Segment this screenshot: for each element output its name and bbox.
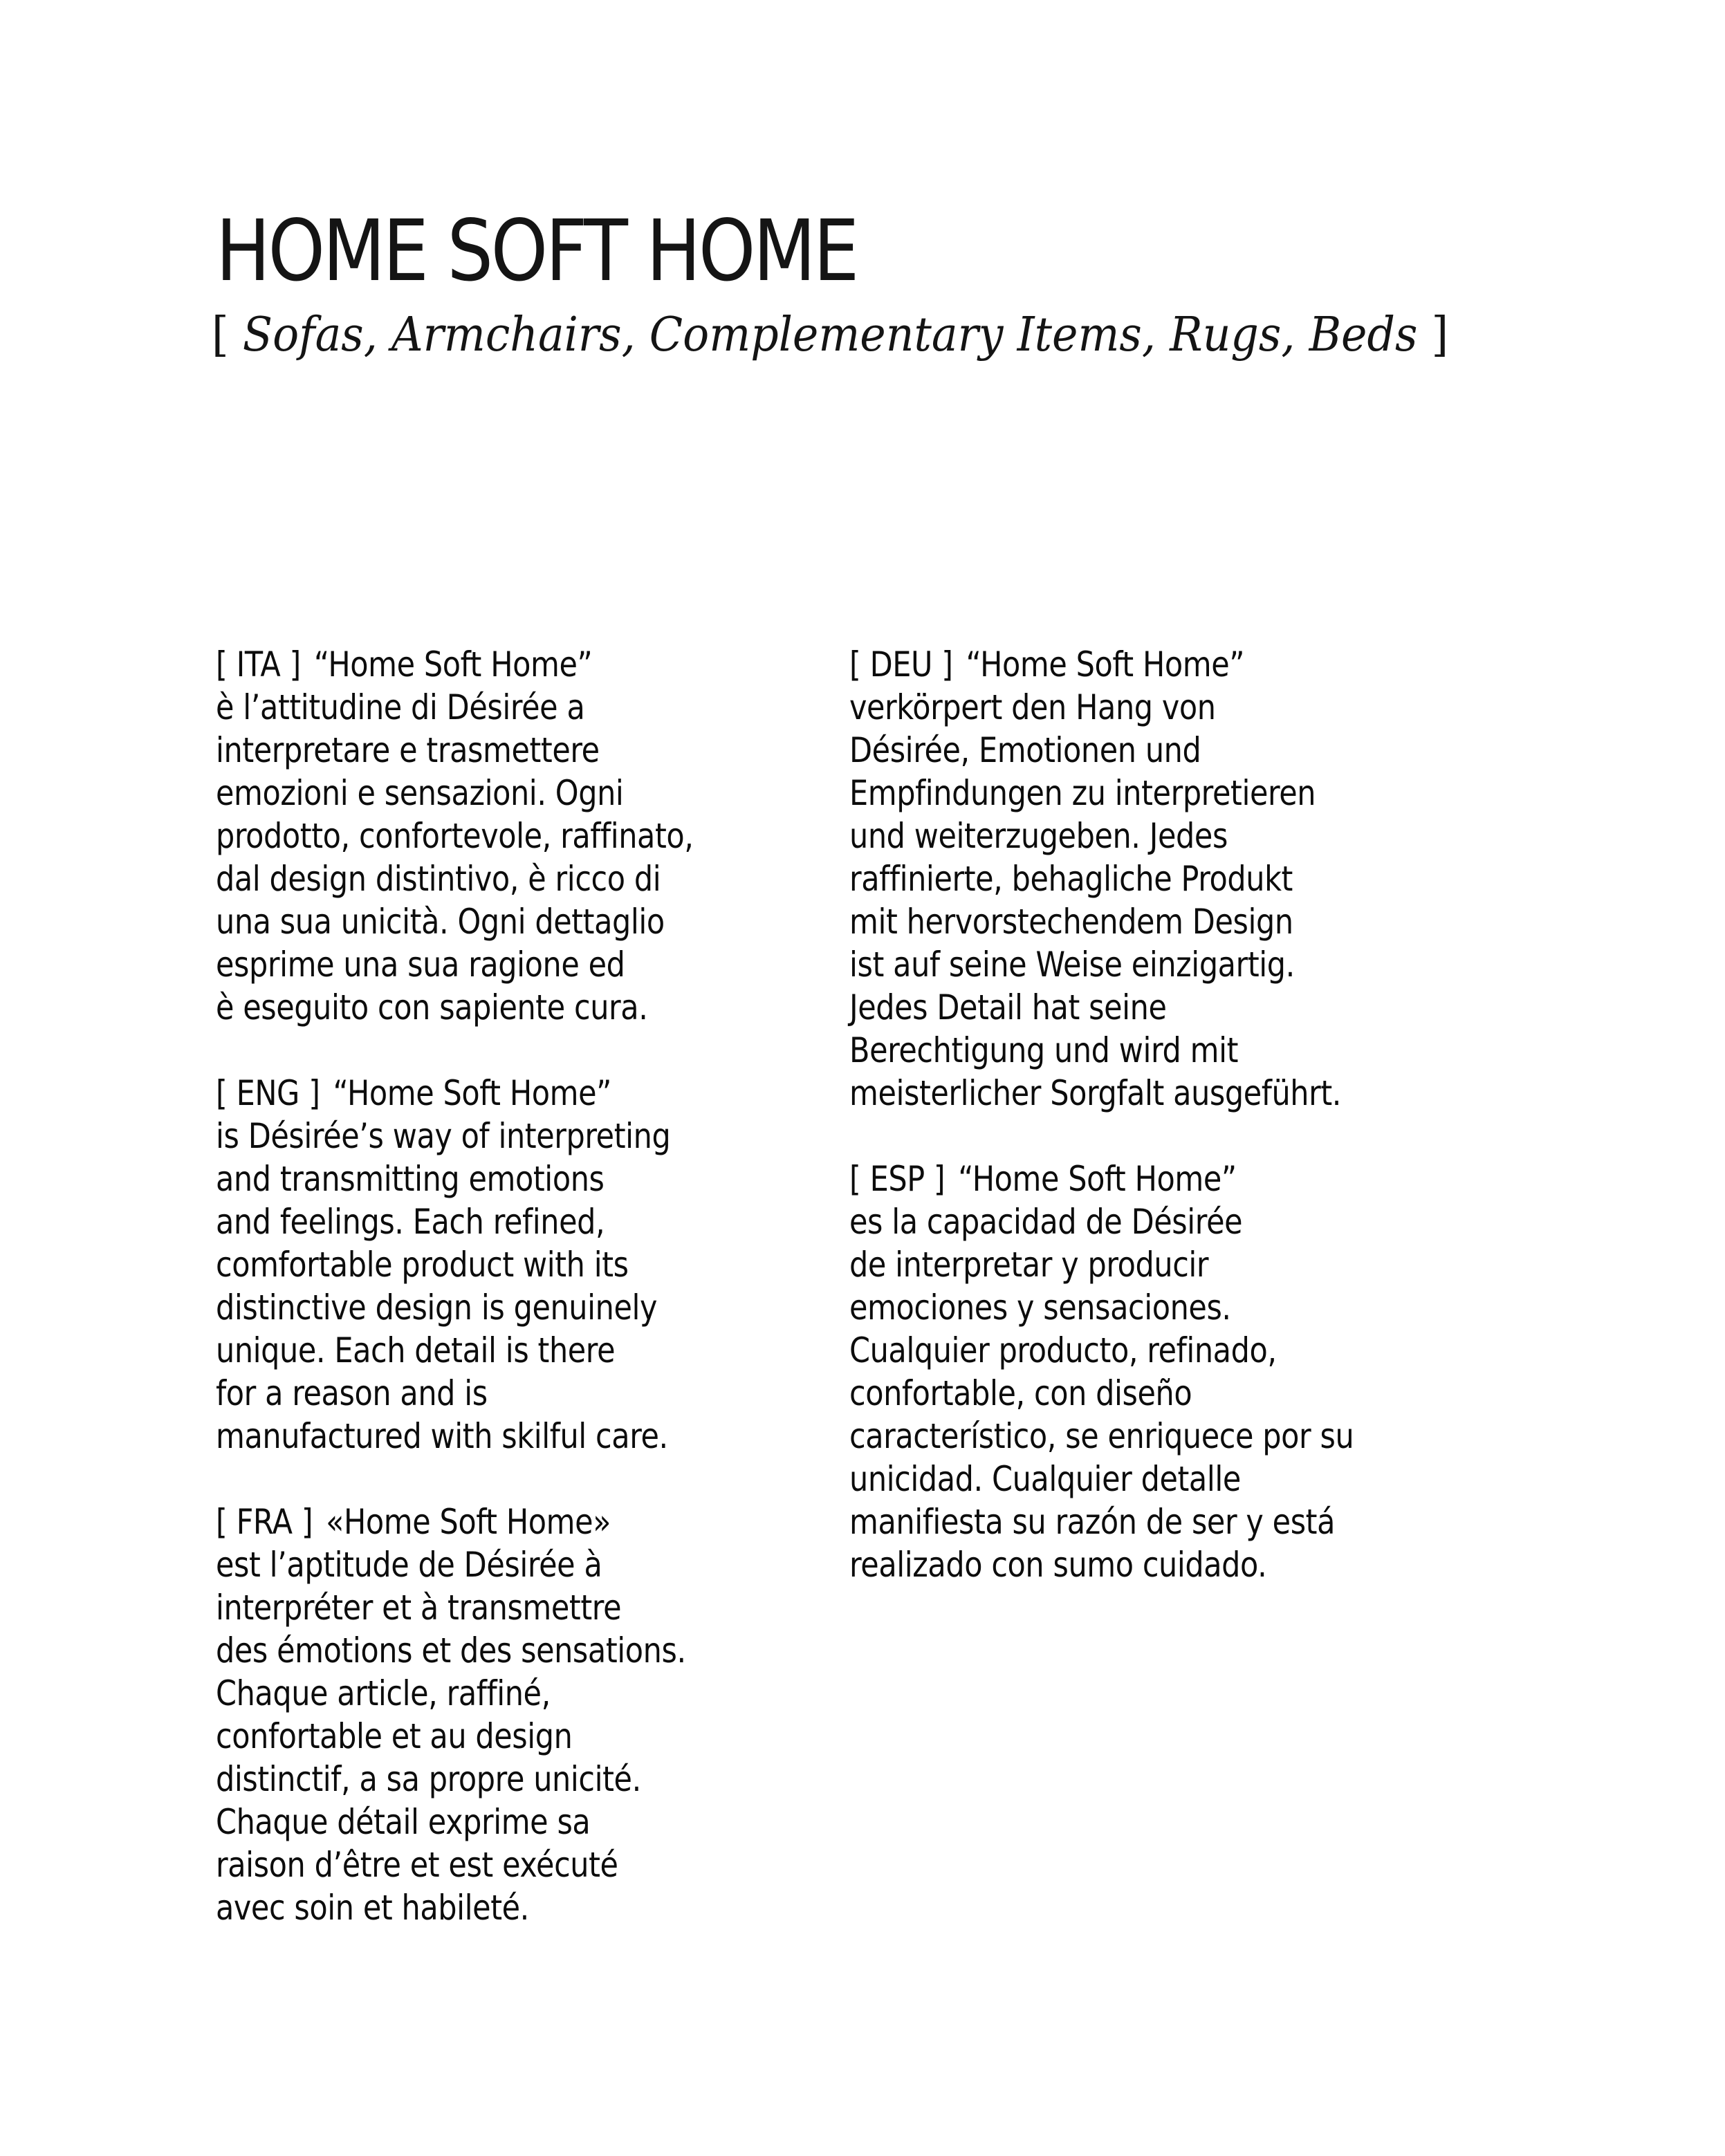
quoted-title: “Home Soft Home” <box>313 644 593 685</box>
body-line: Empfindungen zu interpretieren <box>849 773 1316 813</box>
body-line: mit hervorstechendem Design <box>849 902 1293 942</box>
body-line: des émotions et des sensations. <box>216 1630 686 1671</box>
body-line: avec soin et habileté. <box>216 1888 529 1928</box>
body-line: est l’aptitude de Désirée à <box>216 1545 602 1585</box>
body-line: dal design distintivo, è ricco di <box>216 859 661 899</box>
language-tag: [ DEU ] <box>849 644 953 685</box>
text-block-fra <box>216 1500 824 1929</box>
body-line: verkörpert den Hang von <box>849 687 1216 727</box>
language-tag: [ ENG ] <box>216 1073 320 1113</box>
body-line: Jedes Detail hat seine <box>849 987 1167 1028</box>
quoted-title: «Home Soft Home» <box>326 1502 611 1542</box>
body-line: confortable, con diseño <box>849 1373 1192 1413</box>
body-line: distinctif, a sa propre unicité. <box>216 1759 641 1799</box>
quoted-title: “Home Soft Home” <box>958 1159 1237 1199</box>
body-line: emozioni e sensazioni. Ogni <box>216 773 624 813</box>
body-line: interpréter et à transmettre <box>216 1588 622 1628</box>
body-line: meisterlicher Sorgfalt ausgeführt. <box>849 1073 1342 1113</box>
body-line: Désirée, Emotionen und <box>849 730 1201 770</box>
language-tag: [ FRA ] <box>216 1502 313 1542</box>
body-line: manufactured with skilful care. <box>216 1416 668 1456</box>
block-heading <box>216 1072 739 1115</box>
body-line: is Désirée’s way of interpreting <box>216 1116 671 1156</box>
language-tag: [ ITA ] <box>216 644 301 685</box>
text-block-esp <box>849 1158 1458 1586</box>
quoted-title: “Home Soft Home” <box>966 644 1245 685</box>
body-line: unique. Each detail is there <box>216 1330 616 1370</box>
body-line: característico, se enriquece por su <box>849 1416 1354 1456</box>
category-subtitle <box>212 304 1448 366</box>
body-line: Chaque article, raffiné, <box>216 1673 551 1713</box>
body-line: Berechtigung und wird mit <box>849 1030 1239 1070</box>
body-line: comfortable product with its <box>216 1245 629 1285</box>
body-line: and transmitting emotions <box>216 1159 605 1199</box>
subtitle-open-bracket: [ <box>212 308 229 362</box>
body-line: distinctive design is genuinely <box>216 1288 658 1328</box>
left-text-column <box>216 643 824 1972</box>
quoted-title: “Home Soft Home” <box>333 1073 611 1113</box>
body-line: è eseguito con sapiente cura. <box>216 987 648 1028</box>
block-heading <box>216 643 739 686</box>
body-line: es la capacidad de Désirée <box>849 1202 1243 1242</box>
language-tag: [ ESP ] <box>849 1159 945 1199</box>
body-line: raison d’être et est exécuté <box>216 1845 618 1885</box>
body-line: Chaque détail exprime sa <box>216 1802 591 1842</box>
body-line: realizado con sumo cuidado. <box>849 1545 1267 1585</box>
text-block-ita <box>216 643 824 1029</box>
body-line: confortable et au design <box>216 1716 573 1756</box>
body-line: emociones y sensaciones. <box>849 1288 1231 1328</box>
body-line: und weiterzugeben. Jedes <box>849 816 1228 856</box>
subtitle-close-bracket: ] <box>1431 308 1449 362</box>
body-line: Cualquier producto, refinado, <box>849 1330 1277 1370</box>
block-heading <box>216 1500 739 1543</box>
body-line: and feelings. Each refined, <box>216 1202 605 1242</box>
block-heading <box>849 1158 1373 1200</box>
text-block-eng <box>216 1072 824 1458</box>
page-title: HOME SOFT HOME <box>216 202 857 300</box>
block-heading <box>849 643 1373 686</box>
right-text-column <box>849 643 1458 1629</box>
subtitle-categories: Sofas, Armchairs, Complementary Items, Rugs, Beds <box>242 308 1418 362</box>
body-line: esprime una sua ragione ed <box>216 945 625 985</box>
body-line: prodotto, confortevole, raffinato, <box>216 816 694 856</box>
text-block-deu <box>849 643 1458 1115</box>
body-line: interpretare e trasmettere <box>216 730 600 770</box>
body-line: ist auf seine Weise einzigartig. <box>849 945 1295 985</box>
body-line: for a reason and is <box>216 1373 488 1413</box>
body-line: unicidad. Cualquier detalle <box>849 1459 1241 1499</box>
body-line: de interpretar y producir <box>849 1245 1209 1285</box>
body-line: una sua unicità. Ogni dettaglio <box>216 902 665 942</box>
body-line: manifiesta su razón de ser y está <box>849 1502 1336 1542</box>
body-line: raffinierte, behagliche Produkt <box>849 859 1293 899</box>
body-line: è l’attitudine di Désirée a <box>216 687 585 727</box>
